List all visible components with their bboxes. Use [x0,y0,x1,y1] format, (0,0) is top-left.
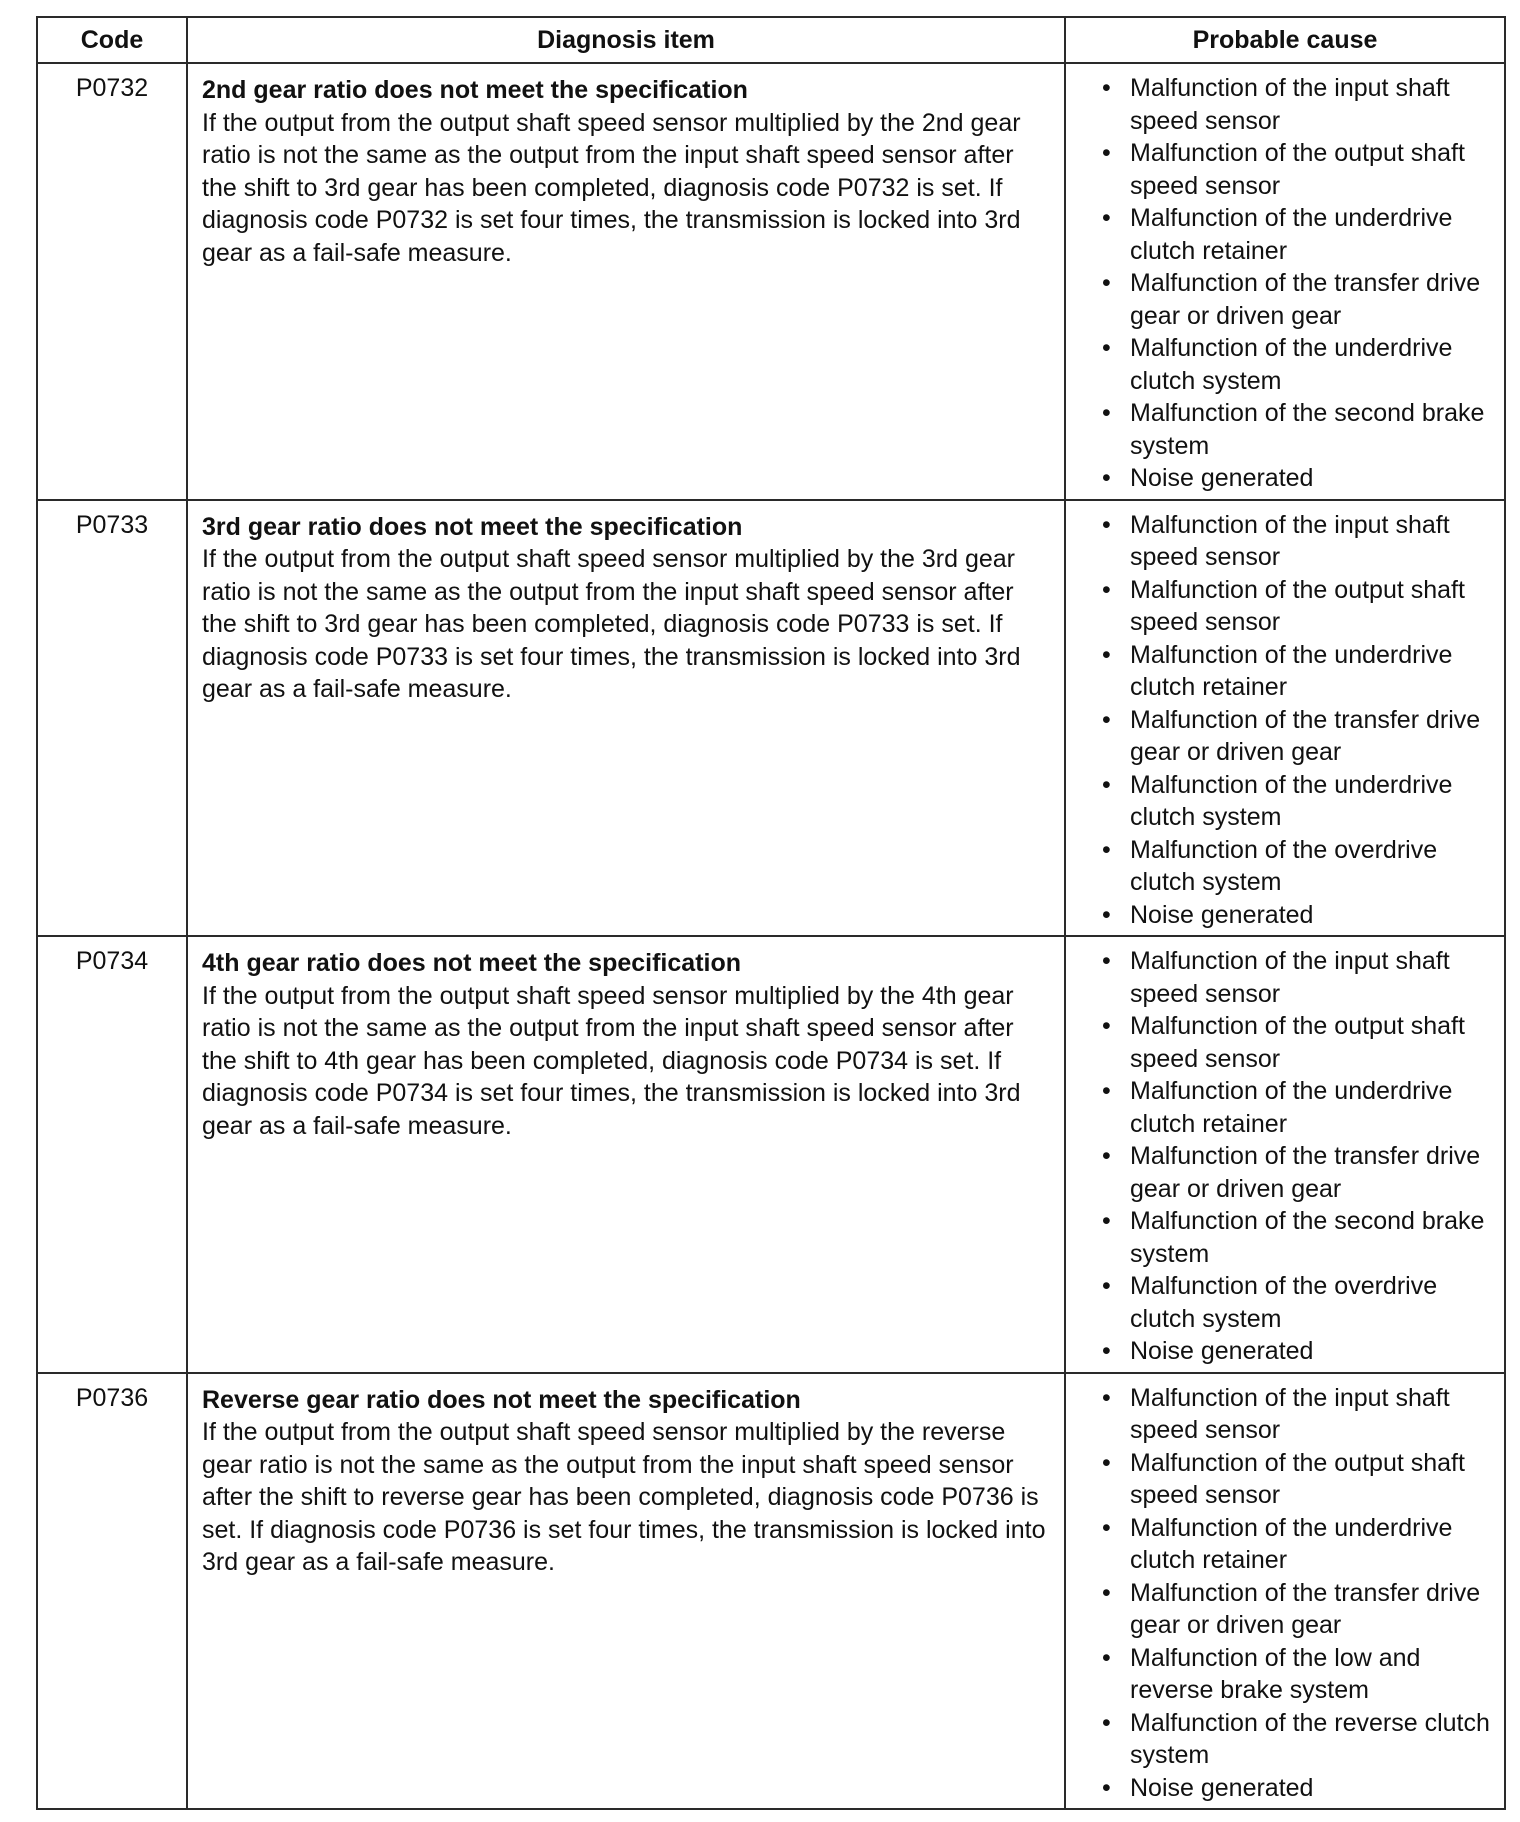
diagnosis-item-description: If the output from the output shaft speed sensor multiplied by the 3rd gear ratio is not the same as the output from the input shaft speed sensor after the shift to 3rd gear has been completed, diagnosis code P0733 is set. If diagnosis code P0733 is set four times, the transmission is locked into 3rd gear as a fail-safe measure. [202,545,1021,703]
probable-cause-text: Malfunction of the underdrive clutch system [1130,770,1453,831]
bullet-icon: • [1102,900,1111,929]
list-item [1100,704,1498,769]
diagnosis-item-column-header: Diagnosis item [187,17,1065,63]
probable-cause-cell [1065,1373,1505,1810]
probable-cause-text: Noise generated [1130,1337,1314,1365]
list-item [1100,769,1498,834]
probable-cause-column-header: Probable cause [1065,17,1505,63]
probable-cause-text: Malfunction of the second brake system [1130,399,1485,460]
diagnosis-item-title: 3rd gear ratio does not meet the specification [202,512,743,541]
probable-cause-text: Noise generated [1130,1773,1314,1802]
bullet-icon: • [1102,1448,1111,1477]
bullet-icon: • [1102,835,1111,864]
table-row [37,500,1505,937]
list-item [1100,574,1498,639]
list-item [1100,1270,1498,1335]
list-item [1100,1512,1498,1577]
bullet-icon: • [1102,1272,1111,1300]
diagnosis-code: P0736 [37,1373,187,1810]
bullet-icon: • [1102,1578,1111,1607]
bullet-icon: • [1102,705,1111,734]
bullet-icon: • [1102,575,1111,604]
probable-cause-text: Malfunction of the transfer drive gear or driven gear [1130,705,1481,766]
bullet-icon: • [1102,74,1111,102]
list-item [1100,834,1498,899]
list-item [1100,1335,1498,1368]
bullet-icon: • [1102,399,1111,427]
list-item [1100,397,1498,462]
bullet-icon: • [1102,139,1111,167]
probable-cause-text: Malfunction of the output shaft speed sensor [1130,1448,1465,1509]
bullet-icon: • [1102,770,1111,799]
list-item [1100,72,1498,137]
bullet-icon: • [1102,1142,1111,1170]
probable-cause-text: Malfunction of the input shaft speed sensor [1130,1383,1450,1444]
table-row [37,1373,1505,1810]
bullet-icon: • [1102,510,1111,539]
probable-cause-text: Malfunction of the underdrive clutch retainer [1130,204,1453,265]
probable-cause-text: Malfunction of the input shaft speed sensor [1130,510,1450,571]
diagnosis-code-table [36,16,1506,1810]
list-item [1100,899,1498,932]
list-item [1100,202,1498,267]
probable-cause-text: Malfunction of the input shaft speed sensor [1130,74,1450,135]
probable-cause-cell [1065,936,1505,1373]
diagnosis-item-description: If the output from the output shaft speed sensor multiplied by the reverse gear ratio is not the same as the output from the input shaft speed sensor after the shift to reverse gear has been completed, diagnosis code P0736 is set. If diagnosis code P0736 is set four times, the transmission is locked into 3rd gear as a fail-safe measure. [202,1418,1046,1576]
code-column-header: Code [37,17,187,63]
diagnosis-code: P0733 [37,500,187,937]
probable-cause-text: Malfunction of the input shaft speed sensor [1130,947,1450,1008]
bullet-icon: • [1102,269,1111,297]
bullet-icon: • [1102,1012,1111,1040]
probable-cause-text: Malfunction of the low and reverse brake system [1130,1643,1421,1704]
table-row [37,63,1505,500]
probable-cause-text: Malfunction of the output shaft speed sensor [1130,1012,1465,1073]
bullet-icon: • [1102,204,1111,232]
diagnosis-item-description: If the output from the output shaft speed sensor multiplied by the 2nd gear ratio is not the same as the output from the input shaft speed sensor after the shift to 3rd gear has been completed, diagnosis code P0732 is set. If diagnosis code P0732 is set four times, the transmission is locked into 3rd gear as a fail-safe measure. [202,108,1021,267]
probable-cause-text: Malfunction of the output shaft speed sensor [1130,575,1465,636]
list-item [1100,1772,1498,1805]
probable-cause-text: Malfunction of the reverse clutch system [1130,1708,1490,1769]
probable-cause-text: Malfunction of the transfer drive gear or driven gear [1130,1578,1481,1639]
diagnosis-item-title: 4th gear ratio does not meet the specification [202,949,742,977]
list-item [1100,945,1498,1010]
probable-cause-text: Malfunction of the underdrive clutch retainer [1130,1077,1453,1138]
list-item [1100,1577,1498,1642]
list-item [1100,1010,1498,1075]
bullet-icon: • [1102,947,1111,975]
probable-cause-list [1100,1382,1498,1805]
diagnosis-code: P0734 [37,936,187,1373]
probable-cause-cell [1065,500,1505,937]
list-item [1100,1140,1498,1205]
probable-cause-text: Malfunction of the output shaft speed sensor [1130,139,1465,200]
probable-cause-text: Malfunction of the underdrive clutch system [1130,334,1453,395]
probable-cause-text: Noise generated [1130,464,1314,492]
probable-cause-text: Malfunction of the overdrive clutch system [1130,1272,1438,1333]
table-body [37,63,1505,1809]
list-item [1100,1205,1498,1270]
diagnosis-item-cell [187,1373,1065,1810]
bullet-icon: • [1102,1773,1111,1802]
bullet-icon: • [1102,1708,1111,1737]
bullet-icon: • [1102,640,1111,669]
bullet-icon: • [1102,1077,1111,1105]
probable-cause-cell [1065,63,1505,500]
list-item [1100,1707,1498,1772]
diagnosis-item-cell [187,63,1065,500]
bullet-icon: • [1102,1207,1111,1235]
list-item [1100,1447,1498,1512]
diagnosis-item-cell [187,936,1065,1373]
table-row [37,936,1505,1373]
diagnosis-item-title: Reverse gear ratio does not meet the specification [202,1385,801,1414]
probable-cause-text: Malfunction of the second brake system [1130,1207,1485,1268]
probable-cause-text: Malfunction of the transfer drive gear or driven gear [1130,269,1481,330]
probable-cause-text: Malfunction of the overdrive clutch system [1130,835,1438,896]
bullet-icon: • [1102,1337,1111,1365]
probable-cause-text: Noise generated [1130,900,1314,929]
list-item [1100,267,1498,332]
probable-cause-text: Malfunction of the underdrive clutch retainer [1130,640,1453,701]
diagnosis-item-cell [187,500,1065,937]
diagnosis-code: P0732 [37,63,187,500]
list-item [1100,1382,1498,1447]
probable-cause-list [1100,509,1498,932]
diagnosis-item-title: 2nd gear ratio does not meet the specification [202,76,748,104]
list-item [1100,509,1498,574]
probable-cause-list [1100,72,1498,495]
probable-cause-list [1100,945,1498,1368]
bullet-icon: • [1102,1383,1111,1412]
bullet-icon: • [1102,1513,1111,1542]
probable-cause-text: Malfunction of the transfer drive gear or driven gear [1130,1142,1481,1203]
probable-cause-text: Malfunction of the underdrive clutch retainer [1130,1513,1453,1574]
diagnosis-item-description: If the output from the output shaft speed sensor multiplied by the 4th gear ratio is not the same as the output from the input shaft speed sensor after the shift to 4th gear has been completed, diagnosis code P0734 is set. If diagnosis code P0734 is set four times, the transmission is locked into 3rd gear as a fail-safe measure. [202,981,1021,1140]
bullet-icon: • [1102,334,1111,362]
list-item [1100,332,1498,397]
list-item [1100,462,1498,495]
bullet-icon: • [1102,464,1111,492]
list-item [1100,639,1498,704]
list-item [1100,1642,1498,1707]
list-item [1100,1075,1498,1140]
list-item [1100,137,1498,202]
bullet-icon: • [1102,1643,1111,1672]
table-header-row [37,17,1505,63]
